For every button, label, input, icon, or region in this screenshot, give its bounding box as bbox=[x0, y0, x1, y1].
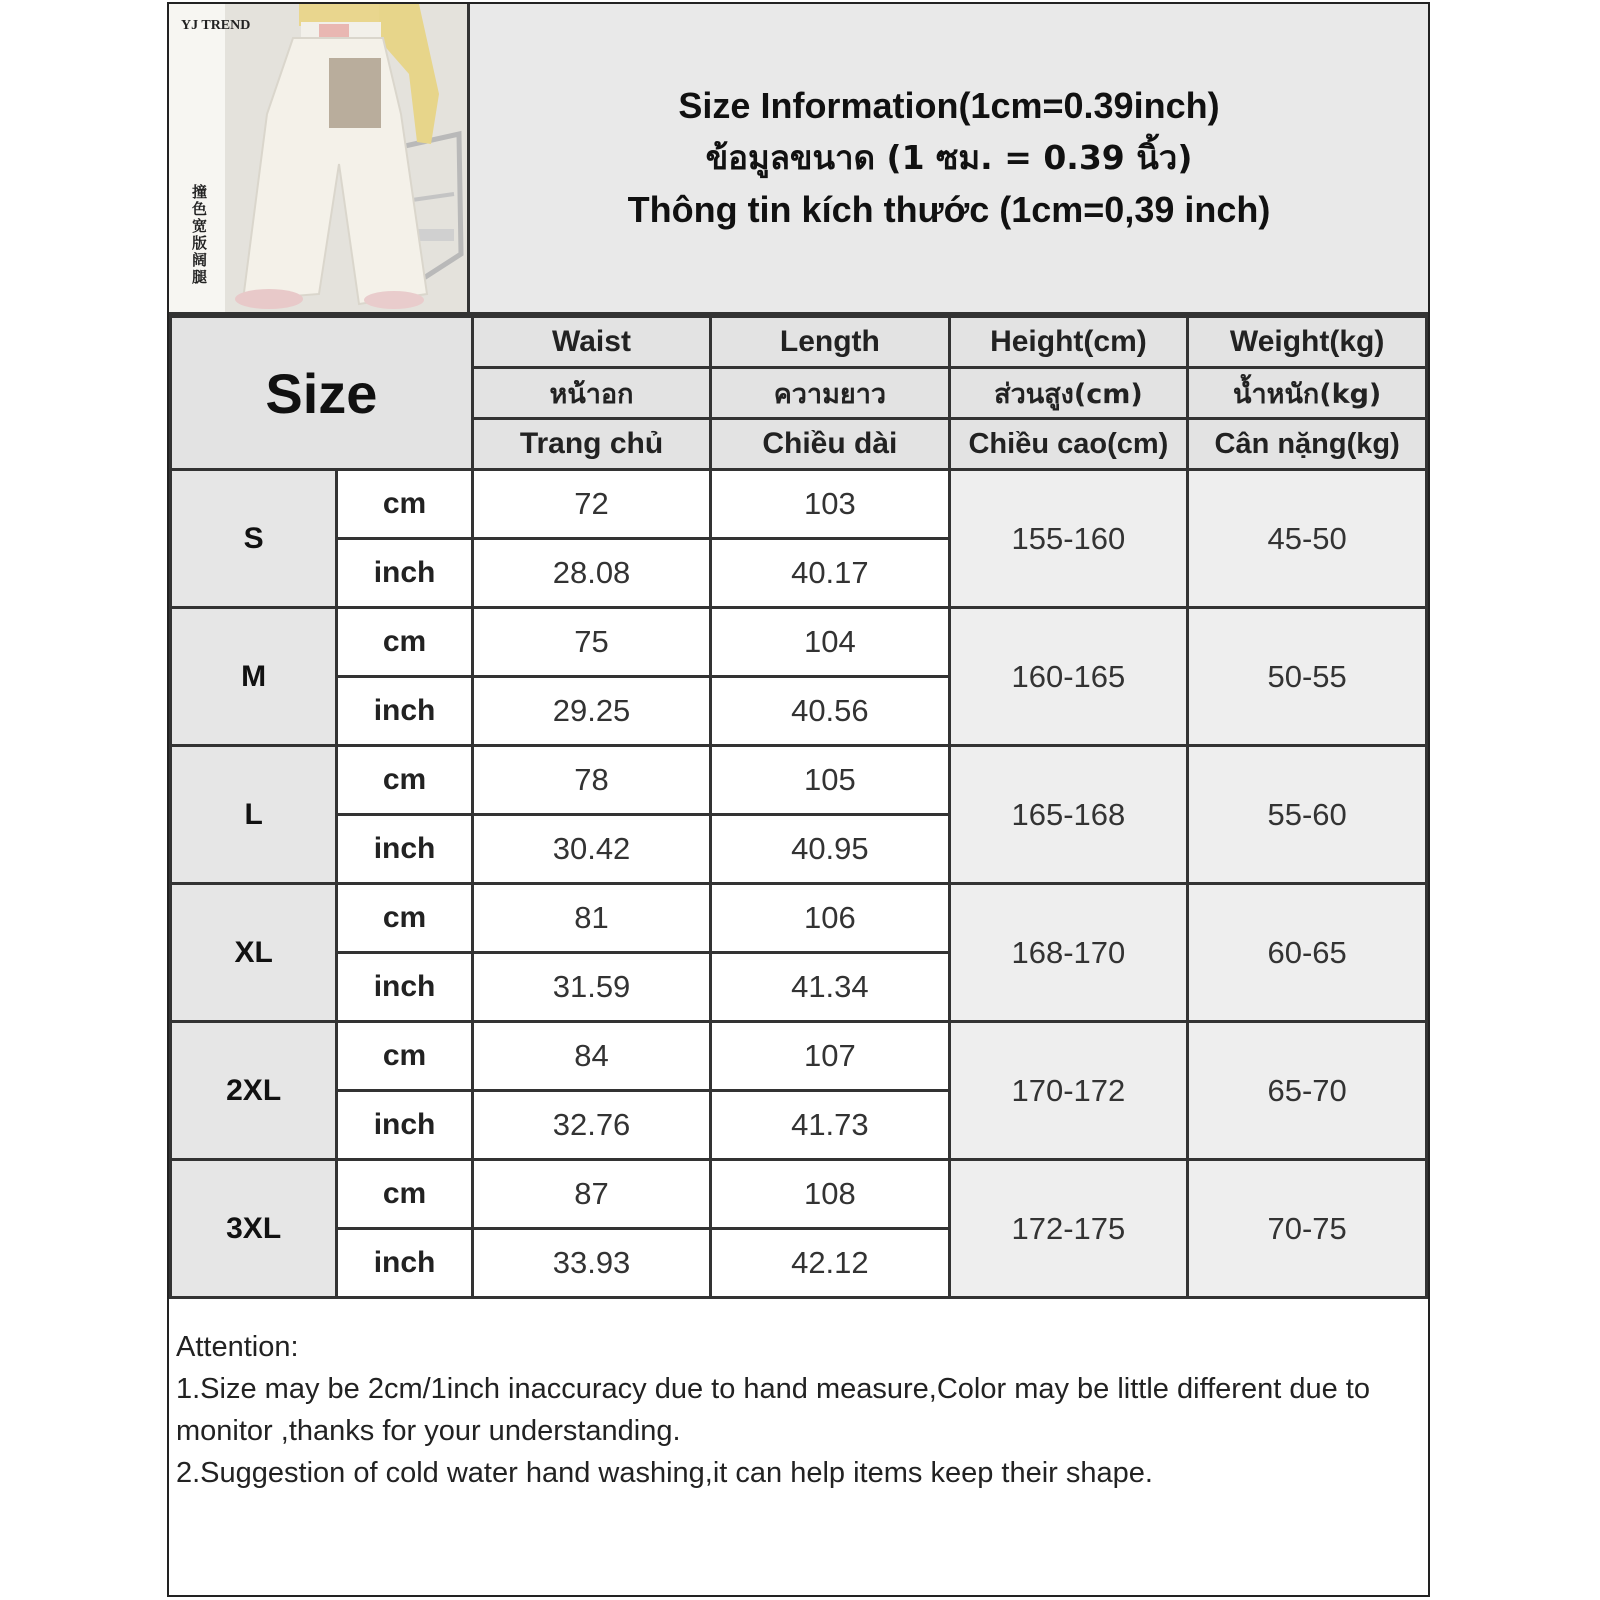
length-cm: 103 bbox=[711, 470, 949, 539]
waist-inch: 31.59 bbox=[472, 953, 710, 1022]
chart-header bbox=[169, 4, 1428, 315]
size-label-xl: XL bbox=[171, 884, 337, 1022]
table-row bbox=[171, 746, 1427, 815]
col-waist-th: หน้าอก bbox=[472, 368, 710, 419]
col-weight-en: Weight(kg) bbox=[1188, 317, 1427, 368]
unit-inch: inch bbox=[337, 1229, 473, 1298]
size-label-s: S bbox=[171, 470, 337, 608]
brand-logo-text: YJ TREND bbox=[181, 18, 251, 33]
table-row bbox=[171, 1160, 1427, 1229]
length-inch: 41.73 bbox=[711, 1091, 949, 1160]
vertical-product-text: 撞色宽版阔腿 bbox=[190, 184, 208, 286]
length-inch: 40.56 bbox=[711, 677, 949, 746]
title-thai: ข้อมูลขนาด (1 ซม. = 0.39 นิ้ว) bbox=[705, 138, 1193, 177]
col-weight-vi: Cân nặng(kg) bbox=[1188, 419, 1427, 470]
waist-cm: 84 bbox=[472, 1022, 710, 1091]
length-inch: 42.12 bbox=[711, 1229, 949, 1298]
size-chart-sheet bbox=[167, 2, 1430, 1597]
size-label-2xl: 2XL bbox=[171, 1022, 337, 1160]
model-wide-leg-pants-illustration bbox=[169, 4, 467, 312]
size-table bbox=[169, 315, 1428, 1299]
weight-range: 45-50 bbox=[1188, 470, 1427, 608]
table-row bbox=[171, 884, 1427, 953]
waist-inch: 32.76 bbox=[472, 1091, 710, 1160]
size-label-l: L bbox=[171, 746, 337, 884]
height-range: 160-165 bbox=[949, 608, 1188, 746]
height-range: 168-170 bbox=[949, 884, 1188, 1022]
waist-inch: 29.25 bbox=[472, 677, 710, 746]
waist-cm: 78 bbox=[472, 746, 710, 815]
title-english: Size Information(1cm=0.39inch) bbox=[678, 85, 1220, 126]
attention-notes bbox=[169, 1320, 1428, 1494]
weight-range: 65-70 bbox=[1188, 1022, 1427, 1160]
title-vietnamese: Thông tin kích thước (1cm=0,39 inch) bbox=[627, 189, 1271, 230]
table-row bbox=[171, 608, 1427, 677]
height-range: 172-175 bbox=[949, 1160, 1188, 1298]
weight-range: 50-55 bbox=[1188, 608, 1427, 746]
unit-inch: inch bbox=[337, 1091, 473, 1160]
size-header-cell: Size bbox=[171, 317, 473, 470]
unit-inch: inch bbox=[337, 539, 473, 608]
weight-range: 60-65 bbox=[1188, 884, 1427, 1022]
length-cm: 105 bbox=[711, 746, 949, 815]
col-length-en: Length bbox=[711, 317, 949, 368]
unit-inch: inch bbox=[337, 953, 473, 1022]
notes-line-2: 2.Suggestion of cold water hand washing,it can help items keep their shape. bbox=[176, 1457, 1153, 1489]
waist-inch: 33.93 bbox=[472, 1229, 710, 1298]
height-range: 170-172 bbox=[949, 1022, 1188, 1160]
unit-cm: cm bbox=[337, 608, 473, 677]
length-cm: 106 bbox=[711, 884, 949, 953]
length-cm: 108 bbox=[711, 1160, 949, 1229]
weight-range: 55-60 bbox=[1188, 746, 1427, 884]
notes-line-1: 1.Size may be 2cm/1inch inaccuracy due to hand measure,Color may be little different due to monitor ,thanks for your understanding. bbox=[176, 1373, 1370, 1447]
col-height-th: ส่วนสูง(cm) bbox=[949, 368, 1188, 419]
unit-inch: inch bbox=[337, 677, 473, 746]
col-height-vi: Chiều cao(cm) bbox=[949, 419, 1188, 470]
unit-cm: cm bbox=[337, 470, 473, 539]
length-inch: 40.95 bbox=[711, 815, 949, 884]
col-length-vi: Chiều dài bbox=[711, 419, 949, 470]
product-photo bbox=[169, 4, 470, 312]
waist-inch: 28.08 bbox=[472, 539, 710, 608]
col-waist-en: Waist bbox=[472, 317, 710, 368]
weight-range: 70-75 bbox=[1188, 1160, 1427, 1298]
col-height-en: Height(cm) bbox=[949, 317, 1188, 368]
unit-cm: cm bbox=[337, 1022, 473, 1091]
size-label-m: M bbox=[171, 608, 337, 746]
unit-cm: cm bbox=[337, 746, 473, 815]
table-row bbox=[171, 470, 1427, 539]
length-cm: 107 bbox=[711, 1022, 949, 1091]
waist-cm: 81 bbox=[472, 884, 710, 953]
unit-inch: inch bbox=[337, 815, 473, 884]
unit-cm: cm bbox=[337, 1160, 473, 1229]
length-cm: 104 bbox=[711, 608, 949, 677]
col-waist-vi: Trang chủ bbox=[472, 419, 710, 470]
col-length-th: ความยาว bbox=[711, 368, 949, 419]
title-box bbox=[470, 4, 1428, 312]
col-weight-th: น้ำหนัก(kg) bbox=[1188, 368, 1427, 419]
waist-inch: 30.42 bbox=[472, 815, 710, 884]
table-row bbox=[171, 1022, 1427, 1091]
length-inch: 40.17 bbox=[711, 539, 949, 608]
length-inch: 41.34 bbox=[711, 953, 949, 1022]
unit-cm: cm bbox=[337, 884, 473, 953]
notes-heading: Attention: bbox=[176, 1331, 299, 1363]
waist-cm: 87 bbox=[472, 1160, 710, 1229]
waist-cm: 75 bbox=[472, 608, 710, 677]
height-range: 155-160 bbox=[949, 470, 1188, 608]
height-range: 165-168 bbox=[949, 746, 1188, 884]
size-label-3xl: 3XL bbox=[171, 1160, 337, 1298]
waist-cm: 72 bbox=[472, 470, 710, 539]
